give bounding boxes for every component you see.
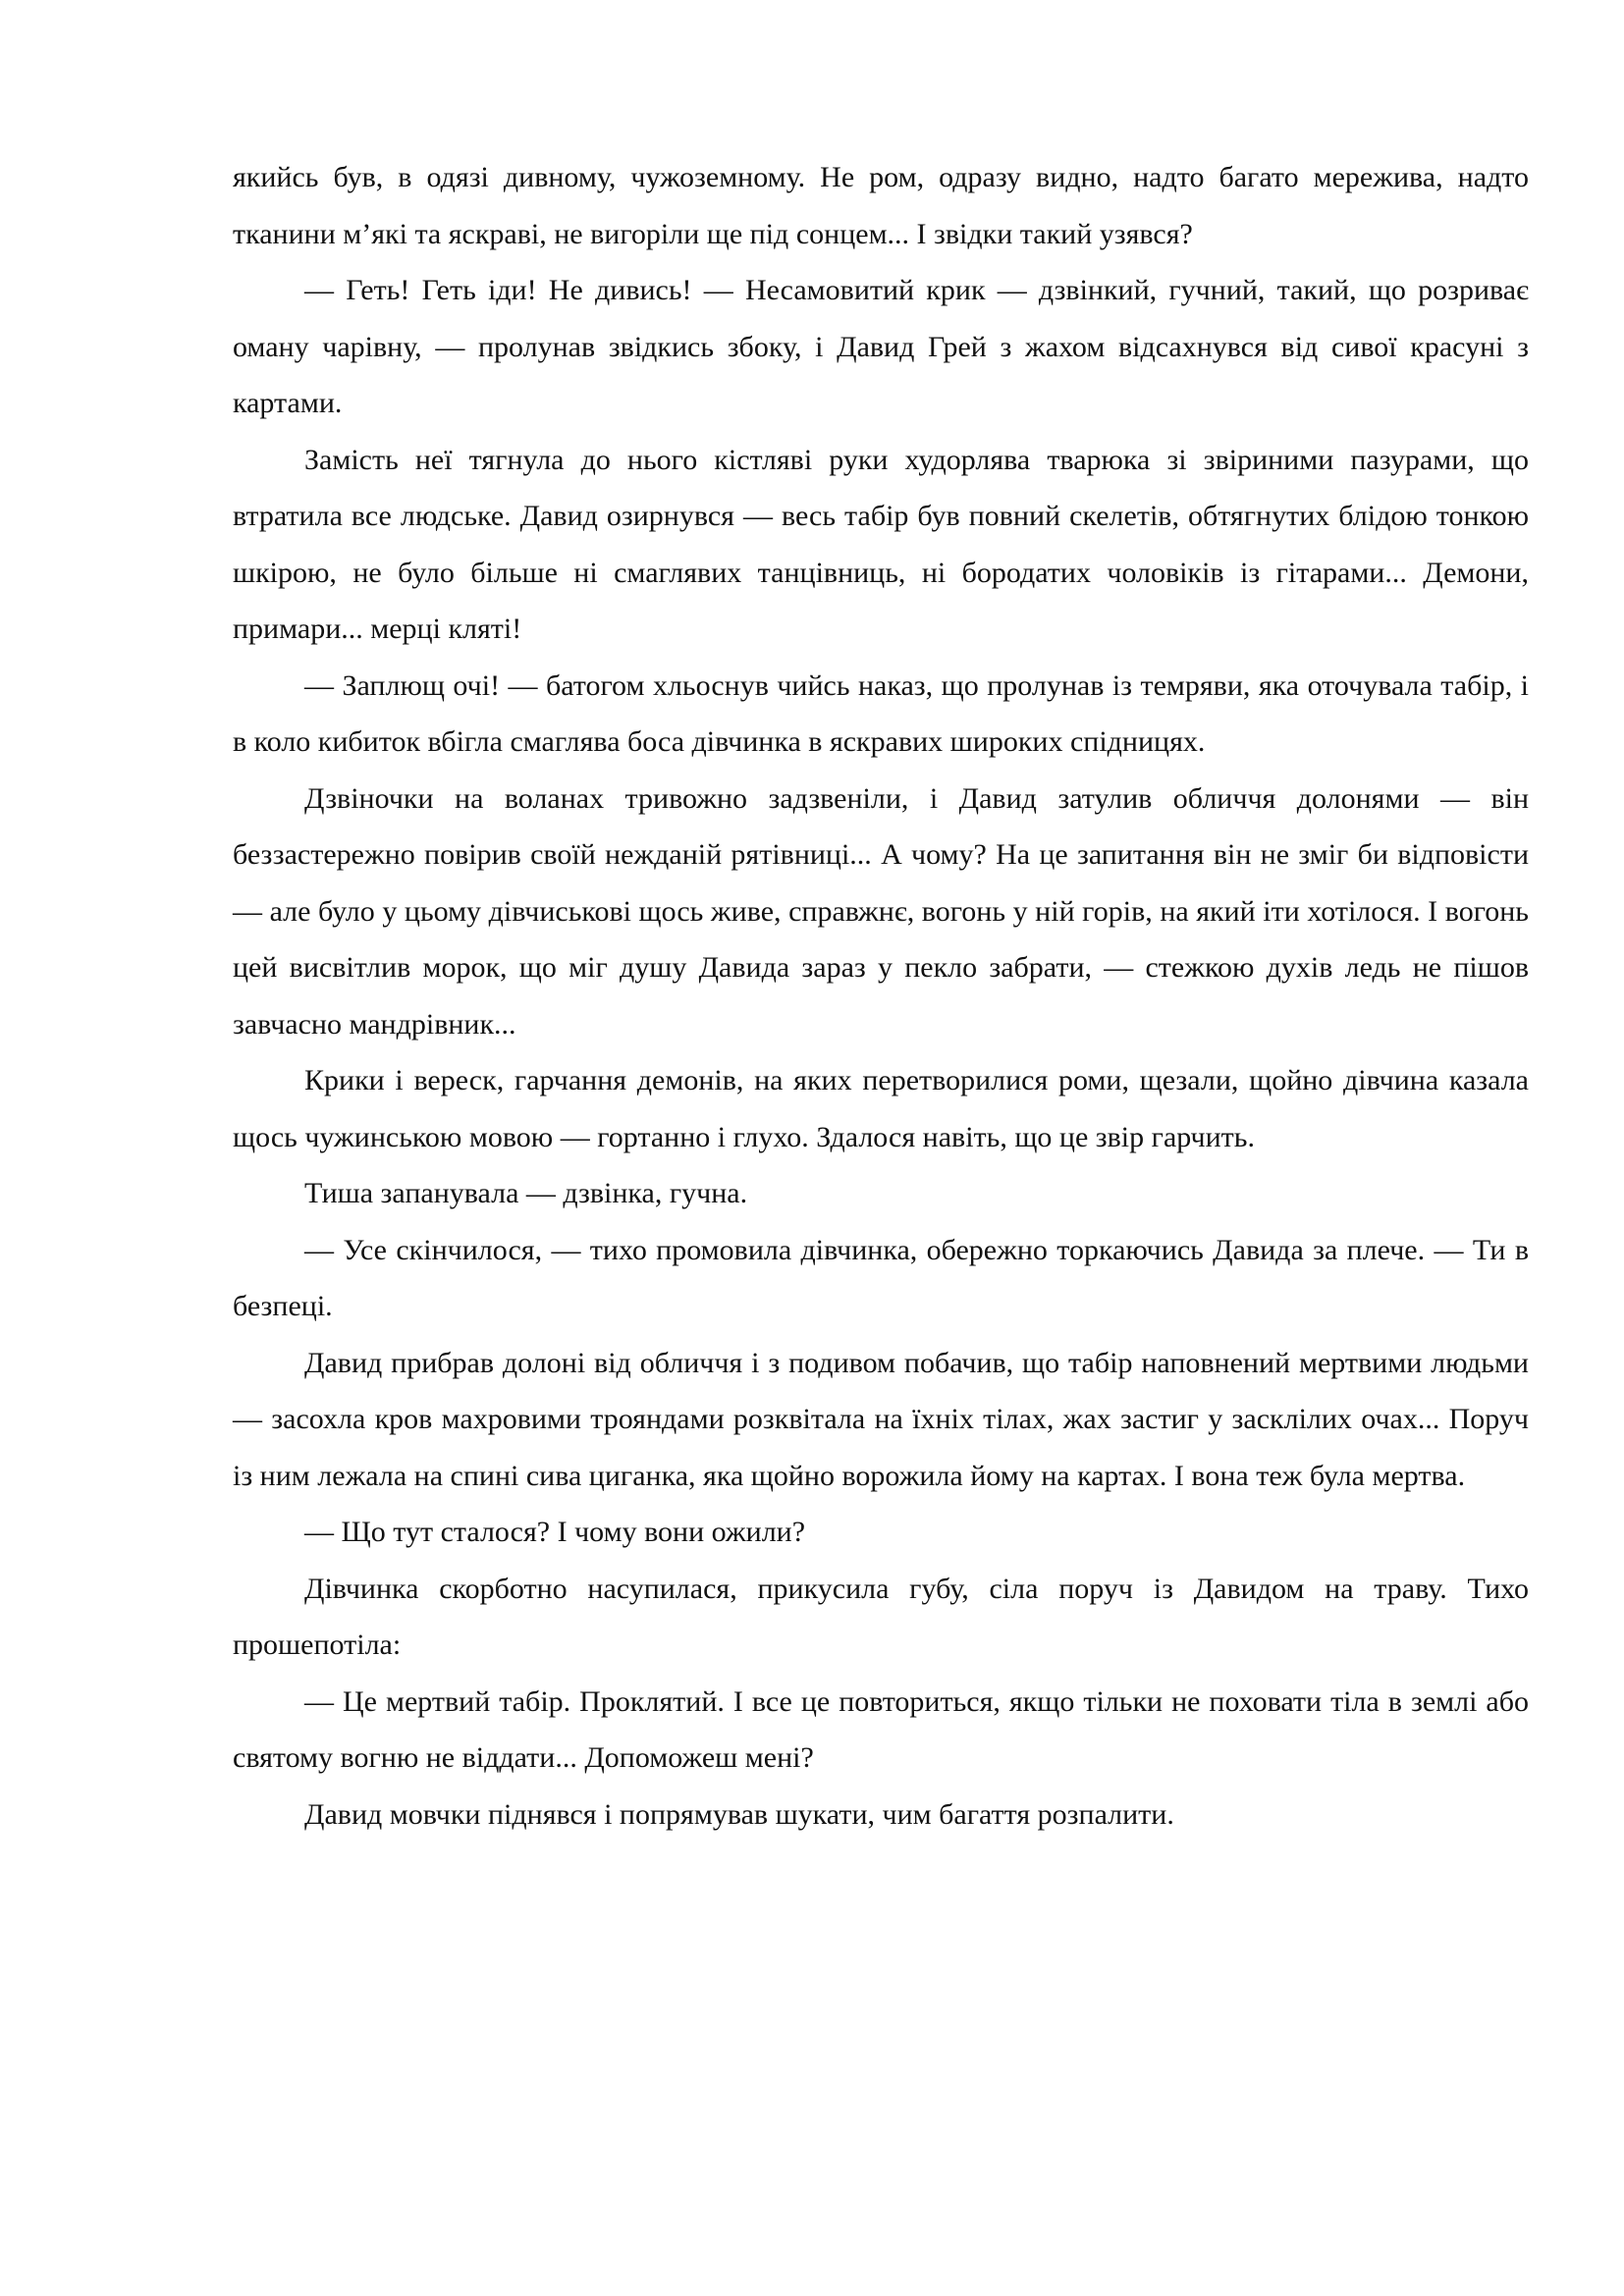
document-body <box>233 149 1529 1842</box>
paragraph-6: Крики і вереск, гарчання демонів, на яких перетворилися роми, щезали, щойно дівчина казала щось чужинською мовою — гортанно і глухо. Здалося навіть, що це звір гарчить. <box>233 1064 1529 1153</box>
paragraph-7: Тиша запанувала — дзвінка, гучна. <box>304 1177 748 1209</box>
paragraph-10: — Що тут сталося? І чому вони ожили? <box>304 1516 806 1548</box>
paragraph-12: — Це мертвий табір. Проклятий. І все це повториться, якщо тільки не поховати тіла в землі або святому вогню не віддати... Допоможеш мені? <box>233 1684 1529 1774</box>
paragraph-11: Дівчинка скорботно насупилася, прикусила губу, сіла поруч із Давидом на траву. Тихо прошепотіла: <box>233 1572 1529 1661</box>
paragraph-5: Дзвіночки на воланах тривожно задзвеніли, і Давид затулив обличчя долонями — він беззастережно повірив своїй нежданій рятівниці... А чому? На це запитання він не зміг би відповісти — але було у цьому дівчиськові щось живе, справжнє, вогонь у ній горів, на який іти хотілося. І вогонь цей висвітлив морок, що міг душу Давида зараз у пекло забрати, — стежкою духів ледь не пішов завчасно мандрівник... <box>233 781 1529 1041</box>
paragraph-2: — Геть! Геть іди! Не дивись! — Несамовитий крик — дзвінкий, гучний, такий, що розриває оману чарівну, — пролунав звідкись збоку, і Давид Грей з жахом відсахнувся від сивої красуні з картами. <box>233 274 1529 419</box>
paragraph-13: Давид мовчки піднявся і попрямував шукати, чим багаття розпалити. <box>304 1797 1174 1831</box>
paragraph-1: якийсь був, в одязі дивному, чужоземному. Не ром, одразу видно, надто багато мережива, надто тканини м’які та яскраві, не вигоріли ще під сонцем... І звідки такий узявся? <box>233 161 1529 250</box>
paragraph-8: — Усе скінчилося, — тихо промовила дівчинка, обережно торкаючись Давида за плече. — Ти в безпеці. <box>233 1233 1529 1322</box>
paragraph-4: — Заплющ очі! — батогом хльоснув чийсь наказ, що пролунав із темряви, яка оточувала табір, і в коло кибиток вбігла смаглява боса дівчинка в яскравих широких спідницях. <box>233 668 1529 758</box>
paragraph-9: Давид прибрав долоні від обличчя і з подивом побачив, що табір наповнений мертвими людьми — засохла кров махровими трояндами розквітала на їхніх тілах, жах застиг у засклілих очах... Поруч із ним лежала на спині сива циганка, яка щойно ворожила йому на картах. І вона теж була мертва. <box>233 1346 1529 1492</box>
paragraph-3: Замість неї тягнула до нього кістляві руки худорлява тварюка зі звіриними пазурами, що втратила все людське. Давид озирнувся — весь табір був повний скелетів, обтягнутих блідою тонкою шкірою, не було більше ні смаглявих танцівниць, ні бородатих чоловіків із гітарами... Демони, примари... мерці кляті! <box>233 443 1529 645</box>
